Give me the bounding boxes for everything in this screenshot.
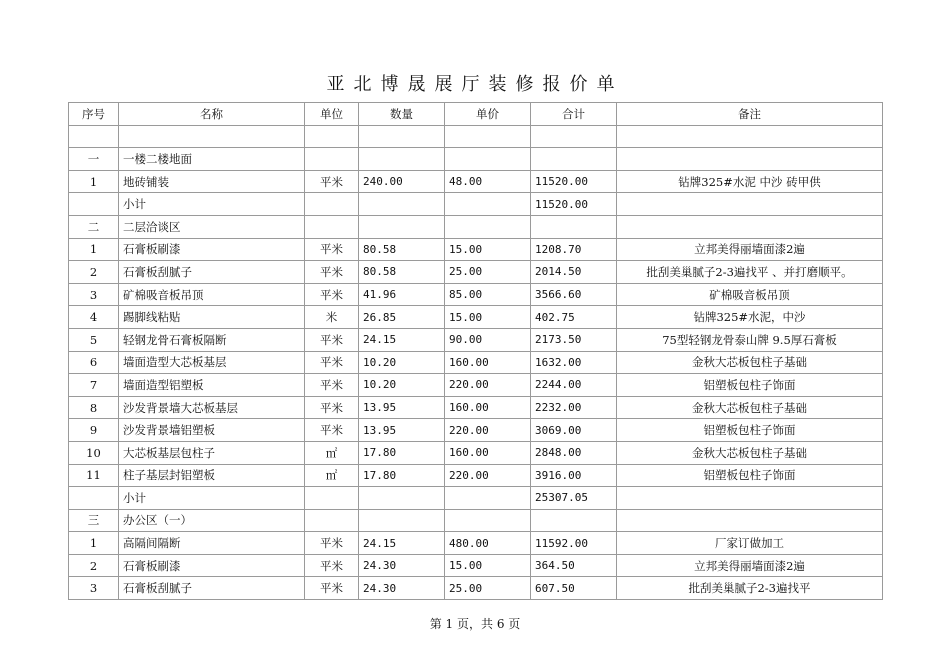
cell-note: 钻牌325#水泥 中沙 砖甲供 — [617, 170, 883, 193]
cell-total: 1208.70 — [531, 238, 617, 261]
cell-no: 6 — [69, 351, 119, 374]
cell-name: 矿棉吸音板吊顶 — [119, 283, 305, 306]
cell-qty — [359, 148, 445, 171]
cell-price: 25.00 — [445, 261, 531, 284]
cell-name: 小计 — [119, 487, 305, 510]
cell-price: 480.00 — [445, 532, 531, 555]
cell-unit: 平米 — [305, 374, 359, 397]
cell-name: 石膏板刮腻子 — [119, 577, 305, 600]
cell-name: 办公区（一） — [119, 509, 305, 532]
table-row — [69, 238, 883, 261]
cell-note: 75型轻钢龙骨泰山牌 9.5厚石膏板 — [617, 328, 883, 351]
cell-qty: 17.80 — [359, 441, 445, 464]
cell-no: 8 — [69, 396, 119, 419]
cell-no: 一 — [69, 148, 119, 171]
cell-price — [445, 509, 531, 532]
table-header-row — [69, 103, 883, 126]
cell-price: 220.00 — [445, 419, 531, 442]
cell-qty: 24.15 — [359, 532, 445, 555]
cell-qty: 80.58 — [359, 238, 445, 261]
table-body — [69, 125, 883, 599]
cell-price: 220.00 — [445, 374, 531, 397]
cell-unit: 平米 — [305, 238, 359, 261]
cell-name: 地砖铺装 — [119, 170, 305, 193]
cell-no: 3 — [69, 577, 119, 600]
cell-note: 铝塑板包柱子饰面 — [617, 464, 883, 487]
cell-total: 3916.00 — [531, 464, 617, 487]
table-row — [69, 509, 883, 532]
cell-note: 立邦美得丽墙面漆2遍 — [617, 554, 883, 577]
cell-note — [617, 148, 883, 171]
cell-note — [617, 193, 883, 216]
cell-total — [531, 125, 617, 148]
cell-name: 石膏板刮腻子 — [119, 261, 305, 284]
table-row — [69, 148, 883, 171]
table-row — [69, 396, 883, 419]
cell-price — [445, 215, 531, 238]
cell-unit: 平米 — [305, 577, 359, 600]
page-footer: 第 1 页，共 6 页 — [429, 617, 521, 631]
cell-price: 15.00 — [445, 554, 531, 577]
cell-no: 11 — [69, 464, 119, 487]
cell-no: 二 — [69, 215, 119, 238]
cell-qty — [359, 125, 445, 148]
cell-unit: 平米 — [305, 554, 359, 577]
header-name: 名称 — [119, 103, 305, 126]
cell-no: 4 — [69, 306, 119, 329]
cell-unit: 米 — [305, 306, 359, 329]
cell-price: 48.00 — [445, 170, 531, 193]
cell-total: 11520.00 — [531, 193, 617, 216]
cell-qty: 240.00 — [359, 170, 445, 193]
cell-price: 25.00 — [445, 577, 531, 600]
table-row — [69, 215, 883, 238]
document-title: 亚北博晟展厅装修报价单 — [326, 74, 624, 95]
quotation-table — [68, 102, 883, 600]
cell-name: 沙发背景墙大芯板基层 — [119, 396, 305, 419]
cell-total: 11592.00 — [531, 532, 617, 555]
cell-no: 1 — [69, 170, 119, 193]
cell-qty: 24.30 — [359, 577, 445, 600]
cell-no — [69, 125, 119, 148]
cell-qty: 13.95 — [359, 396, 445, 419]
cell-name: 高隔间隔断 — [119, 532, 305, 555]
cell-note: 金秋大芯板包柱子基础 — [617, 441, 883, 464]
cell-note — [617, 125, 883, 148]
cell-no: 5 — [69, 328, 119, 351]
cell-note: 矿棉吸音板吊顶 — [617, 283, 883, 306]
header-qty: 数量 — [359, 103, 445, 126]
cell-total: 25307.05 — [531, 487, 617, 510]
cell-price: 160.00 — [445, 396, 531, 419]
cell-price: 160.00 — [445, 351, 531, 374]
cell-price: 220.00 — [445, 464, 531, 487]
cell-qty — [359, 215, 445, 238]
cell-name: 踢脚线粘贴 — [119, 306, 305, 329]
cell-unit: 平米 — [305, 532, 359, 555]
cell-unit — [305, 509, 359, 532]
cell-note: 立邦美得丽墙面漆2遍 — [617, 238, 883, 261]
table-row — [69, 487, 883, 510]
cell-no — [69, 487, 119, 510]
cell-total: 1632.00 — [531, 351, 617, 374]
cell-unit — [305, 125, 359, 148]
table-row — [69, 374, 883, 397]
cell-unit — [305, 215, 359, 238]
cell-no: 9 — [69, 419, 119, 442]
cell-total: 3566.60 — [531, 283, 617, 306]
cell-note: 钻牌325#水泥，中沙 — [617, 306, 883, 329]
cell-total: 3069.00 — [531, 419, 617, 442]
cell-unit: 平米 — [305, 396, 359, 419]
cell-price: 85.00 — [445, 283, 531, 306]
cell-qty: 80.58 — [359, 261, 445, 284]
cell-total — [531, 148, 617, 171]
cell-price — [445, 125, 531, 148]
cell-unit: 平米 — [305, 351, 359, 374]
cell-total: 364.50 — [531, 554, 617, 577]
cell-no: 三 — [69, 509, 119, 532]
cell-price — [445, 193, 531, 216]
cell-name — [119, 125, 305, 148]
cell-name: 墙面造型铝塑板 — [119, 374, 305, 397]
cell-qty — [359, 487, 445, 510]
cell-price — [445, 487, 531, 510]
cell-name: 小计 — [119, 193, 305, 216]
table-row — [69, 419, 883, 442]
header-price: 单价 — [445, 103, 531, 126]
cell-note — [617, 509, 883, 532]
cell-name: 轻钢龙骨石膏板隔断 — [119, 328, 305, 351]
cell-total: 2173.50 — [531, 328, 617, 351]
cell-total: 2232.00 — [531, 396, 617, 419]
cell-unit: ㎡ — [305, 464, 359, 487]
cell-unit: 平米 — [305, 328, 359, 351]
cell-note: 金秋大芯板包柱子基础 — [617, 396, 883, 419]
cell-name: 石膏板刷漆 — [119, 238, 305, 261]
cell-note: 铝塑板包柱子饰面 — [617, 374, 883, 397]
cell-name: 二层洽谈区 — [119, 215, 305, 238]
cell-qty — [359, 193, 445, 216]
table-row — [69, 328, 883, 351]
cell-qty: 41.96 — [359, 283, 445, 306]
cell-price: 15.00 — [445, 306, 531, 329]
cell-price: 160.00 — [445, 441, 531, 464]
cell-no: 1 — [69, 532, 119, 555]
cell-qty: 26.85 — [359, 306, 445, 329]
cell-unit: 平米 — [305, 261, 359, 284]
table-row — [69, 351, 883, 374]
cell-no: 7 — [69, 374, 119, 397]
cell-no: 2 — [69, 261, 119, 284]
cell-note: 批刮美巢腻子2-3遍找平 、并打磨顺平。 — [617, 261, 883, 284]
cell-qty: 24.15 — [359, 328, 445, 351]
cell-no — [69, 193, 119, 216]
cell-total — [531, 215, 617, 238]
table-row — [69, 306, 883, 329]
cell-note: 铝塑板包柱子饰面 — [617, 419, 883, 442]
cell-price: 15.00 — [445, 238, 531, 261]
header-note: 备注 — [617, 103, 883, 126]
cell-no: 10 — [69, 441, 119, 464]
table-row — [69, 464, 883, 487]
cell-name: 柱子基层封铝塑板 — [119, 464, 305, 487]
table-row — [69, 193, 883, 216]
cell-total — [531, 509, 617, 532]
cell-qty: 17.80 — [359, 464, 445, 487]
cell-name: 一楼二楼地面 — [119, 148, 305, 171]
cell-note — [617, 487, 883, 510]
cell-unit — [305, 148, 359, 171]
cell-note: 厂家订做加工 — [617, 532, 883, 555]
cell-qty: 13.95 — [359, 419, 445, 442]
cell-name: 石膏板刷漆 — [119, 554, 305, 577]
table-row — [69, 532, 883, 555]
cell-total: 11520.00 — [531, 170, 617, 193]
cell-unit: 平米 — [305, 283, 359, 306]
cell-unit: 平米 — [305, 419, 359, 442]
table-row — [69, 441, 883, 464]
header-unit: 单位 — [305, 103, 359, 126]
table-row — [69, 283, 883, 306]
cell-total: 2848.00 — [531, 441, 617, 464]
cell-note — [617, 215, 883, 238]
cell-price — [445, 148, 531, 171]
cell-name: 大芯板基层包柱子 — [119, 441, 305, 464]
table-row — [69, 125, 883, 148]
cell-qty: 10.20 — [359, 374, 445, 397]
cell-unit — [305, 487, 359, 510]
cell-no: 1 — [69, 238, 119, 261]
cell-qty: 24.30 — [359, 554, 445, 577]
header-no: 序号 — [69, 103, 119, 126]
table-row — [69, 261, 883, 284]
cell-no: 2 — [69, 554, 119, 577]
cell-total: 607.50 — [531, 577, 617, 600]
cell-name: 墙面造型大芯板基层 — [119, 351, 305, 374]
cell-total: 2244.00 — [531, 374, 617, 397]
table-row — [69, 577, 883, 600]
table-row — [69, 554, 883, 577]
header-total: 合计 — [531, 103, 617, 126]
cell-price: 90.00 — [445, 328, 531, 351]
cell-note: 批刮美巢腻子2-3遍找平 — [617, 577, 883, 600]
cell-qty — [359, 509, 445, 532]
cell-unit: ㎡ — [305, 441, 359, 464]
cell-qty: 10.20 — [359, 351, 445, 374]
cell-name: 沙发背景墙铝塑板 — [119, 419, 305, 442]
cell-unit — [305, 193, 359, 216]
cell-total: 402.75 — [531, 306, 617, 329]
table-row — [69, 170, 883, 193]
cell-unit: 平米 — [305, 170, 359, 193]
cell-total: 2014.50 — [531, 261, 617, 284]
cell-note: 金秋大芯板包柱子基础 — [617, 351, 883, 374]
cell-no: 3 — [69, 283, 119, 306]
